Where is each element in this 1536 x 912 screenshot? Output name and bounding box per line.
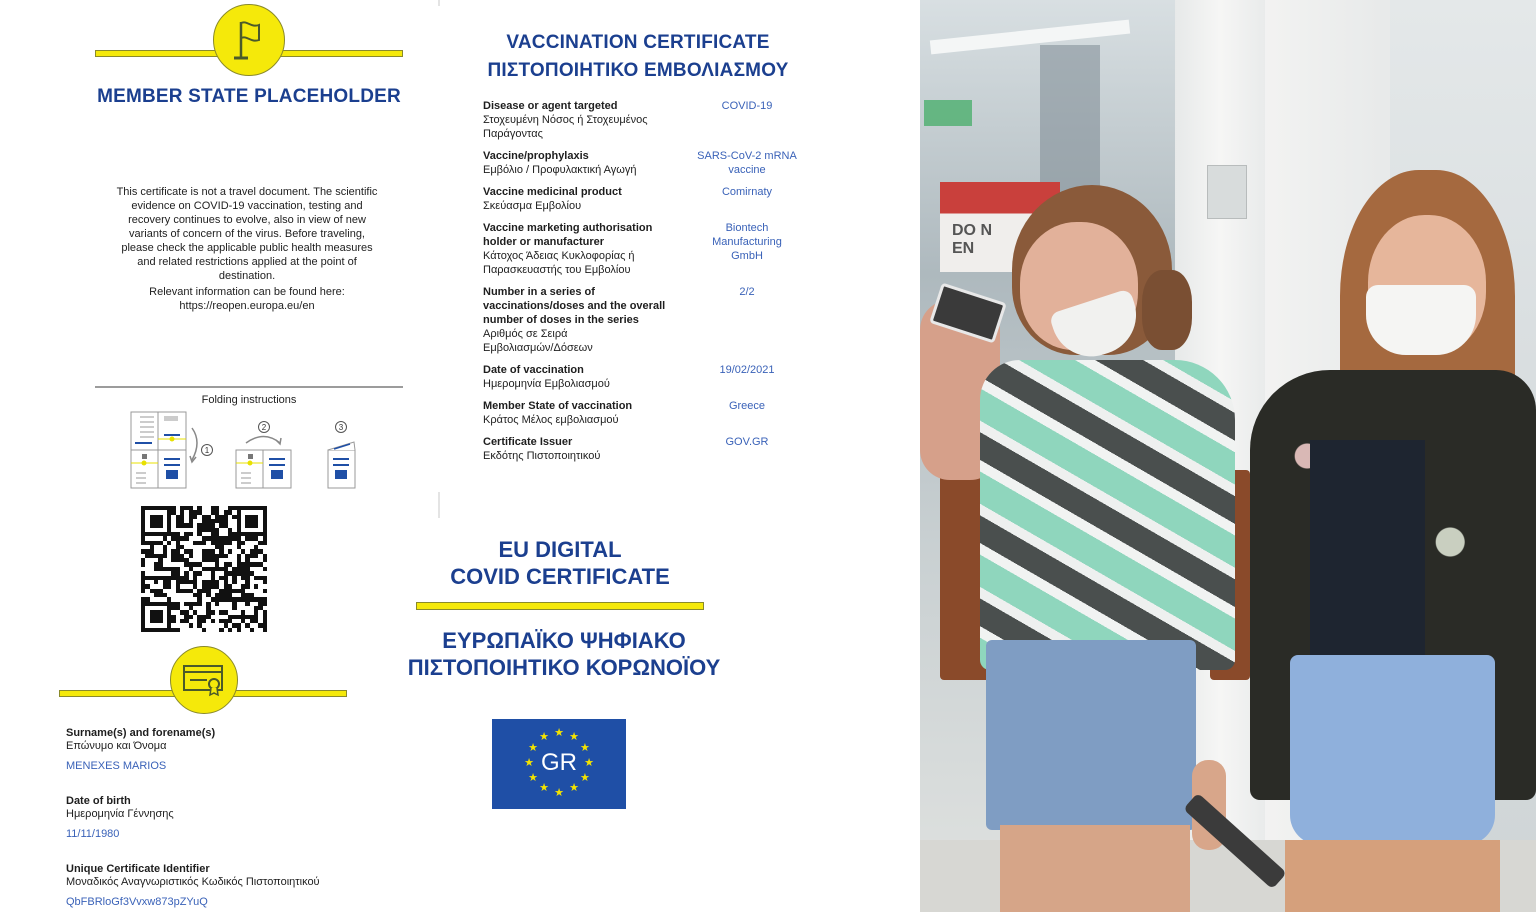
flag-icon <box>213 4 285 76</box>
cover-title-el <box>390 627 738 681</box>
sign-text: DO N EN <box>952 222 992 257</box>
woman-right <box>1250 0 1536 912</box>
field-value-date: 19/02/2021 <box>719 364 775 376</box>
field-label-el: Κράτος Μέλος εμβολιασμού <box>483 414 619 426</box>
field-label-en: Number in a series of vaccinations/doses and the overall number of doses in the series <box>483 286 666 326</box>
field-label-en: Vaccine medicinal product <box>483 186 622 198</box>
black-top <box>1310 440 1425 670</box>
field-value-doses: 2/2 <box>739 286 755 298</box>
eu-star-icon: ★ <box>528 771 538 784</box>
vaccination-title-en: VACCINATION CERTIFICATE <box>506 32 770 53</box>
uci-value: QbFBRloGf3Vvxw873pZYuQ <box>66 896 208 908</box>
field-label-en: Member State of vaccination <box>483 400 633 412</box>
field-member-state <box>483 399 673 427</box>
denim-shorts <box>1290 655 1495 845</box>
face-mask <box>1366 285 1476 355</box>
woman-left <box>920 0 1280 912</box>
eu-star-icon: ★ <box>539 782 549 795</box>
eu-star-icon: ★ <box>539 730 549 743</box>
folding-divider <box>95 386 403 388</box>
legs <box>1285 840 1500 912</box>
eu-star-icon: ★ <box>580 771 590 784</box>
cover-title-el-line1: ΕΥΡΩΠΑΪΚΟ ΨΗΦΙΑΚΟ <box>442 628 686 653</box>
folding-title: Folding instructions <box>201 394 297 406</box>
eu-star-icon: ★ <box>569 730 579 743</box>
field-product <box>483 185 673 213</box>
field-value-vaccine: SARS-CoV-2 mRNA vaccine <box>697 150 797 176</box>
name-label-el: Επώνυμο και Όνομα <box>66 740 167 752</box>
svg-text:1: 1 <box>204 446 210 455</box>
cover-title-en <box>395 536 725 590</box>
field-label-el: Σκεύασμα Εμβολίου <box>483 200 582 212</box>
field-value-disease: COVID-19 <box>721 100 773 112</box>
field-value-manufacturer: Biontech Manufacturing GmbH <box>712 222 782 262</box>
name-label-en: Surname(s) and forename(s) <box>66 727 216 739</box>
info-label: Relevant information can be found here: <box>149 286 345 298</box>
field-label-en: Vaccine marketing authorisation holder or manufacturer <box>483 222 653 248</box>
field-label-el: Κάτοχος Άδειας Κυκλοφορίας ή Παρασκευαστής του Εμβολίου <box>483 250 635 276</box>
eu-star-icon: ★ <box>554 726 564 739</box>
name-field-label <box>66 727 215 753</box>
field-label-el: Εμβόλιο / Προφυλακτική Αγωγή <box>483 164 637 176</box>
field-manufacturer <box>483 221 673 277</box>
field-label-el: Στοχευμένη Νόσος ή Στοχευμένος Παράγοντας <box>483 114 648 140</box>
info-url[interactable]: https://reopen.europa.eu/en <box>179 300 315 312</box>
field-value-issuer: GOV.GR <box>725 436 769 448</box>
dob-value: 11/11/1980 <box>66 828 120 840</box>
eu-star-icon: ★ <box>528 741 538 754</box>
uci-field-label <box>66 863 320 889</box>
certificate-icon <box>170 646 238 714</box>
vaccination-title-el: ΠΙΣΤΟΠΟΙΗΤΙΚΟ ΕΜΒΟΛΙΑΣΜΟΥ <box>487 60 789 81</box>
eu-star-icon: ★ <box>554 786 564 799</box>
denim-shorts <box>986 640 1196 830</box>
field-date <box>483 363 673 391</box>
field-issuer <box>483 435 673 463</box>
field-disease <box>483 99 673 141</box>
folding-diagram <box>128 410 368 492</box>
cover-yellow-line <box>416 602 704 610</box>
field-label-en: Certificate Issuer <box>483 436 573 448</box>
cover-title-en-line2: COVID CERTIFICATE <box>450 564 670 589</box>
qr-code <box>141 506 267 632</box>
fold-line <box>438 0 440 6</box>
svg-text:3: 3 <box>338 423 344 432</box>
dob-label-el: Ημερομηνία Γέννησης <box>66 808 174 820</box>
field-label-el: Ημερομηνία Εμβολιασμού <box>483 378 610 390</box>
uci-label-en: Unique Certificate Identifier <box>66 863 210 875</box>
tie-dye-shirt <box>980 360 1235 670</box>
fold-line <box>438 492 440 518</box>
airport-photo <box>920 0 1536 912</box>
flag-country-code: GR <box>541 749 577 776</box>
cover-title-en-line1: EU DIGITAL <box>498 537 622 562</box>
field-doses <box>483 285 673 355</box>
eu-flag-icon <box>492 719 626 809</box>
qr-module <box>263 628 267 632</box>
eu-star-icon: ★ <box>569 782 579 795</box>
field-label-el: Εκδότης Πιστοποιητικού <box>483 450 601 462</box>
svg-text:2: 2 <box>261 423 267 432</box>
eu-star-icon: ★ <box>524 756 534 769</box>
field-label-en: Date of vaccination <box>483 364 584 376</box>
name-value: MENEXES MARIOS <box>66 760 167 772</box>
ponytail <box>1142 270 1192 350</box>
field-label-en: Disease or agent targeted <box>483 100 618 112</box>
eu-star-icon: ★ <box>584 756 594 769</box>
field-vaccine <box>483 149 673 177</box>
disclaimer-text: This certificate is not a travel document. The scientific evidence on COVID-19 vaccination, testing and recovery continues to evolve, also in view of new variants of concern of the virus. Before traveling, please check the applicable public health measures and related restrictions applied at the point of destination. <box>116 186 378 282</box>
dob-field-label <box>66 795 174 821</box>
uci-label-el: Μοναδικός Αναγνωριστικός Κωδικός Πιστοποιητικού <box>66 876 320 888</box>
member-state-title: MEMBER STATE PLACEHOLDER <box>97 86 401 107</box>
dob-label-en: Date of birth <box>66 795 131 807</box>
field-label-en: Vaccine/prophylaxis <box>483 150 589 162</box>
field-label-el: Αριθμός σε Σειρά Εμβολιασμών/Δόσεων <box>483 328 593 354</box>
field-value-member-state: Greece <box>728 400 766 412</box>
legs <box>1000 825 1190 912</box>
cover-title-el-line2: ΠΙΣΤΟΠΟΙΗΤΙΚΟ ΚΟΡΩΝΟΪΟΥ <box>407 655 721 680</box>
eu-star-icon: ★ <box>580 741 590 754</box>
field-value-product: Comirnaty <box>721 186 773 198</box>
